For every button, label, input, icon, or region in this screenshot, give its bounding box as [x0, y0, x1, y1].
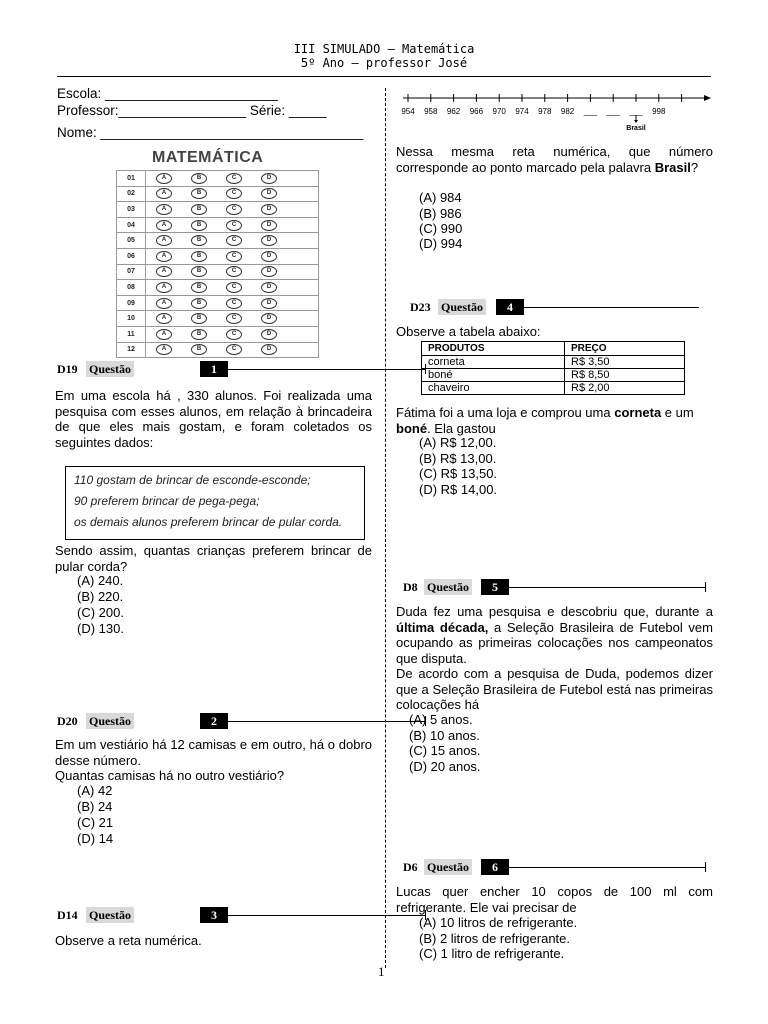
- question-4-number: 4: [496, 299, 524, 315]
- question-1-header: [57, 361, 371, 377]
- answer-row: [117, 202, 319, 218]
- question-5-option-b: (B) 10 anos.: [409, 728, 480, 743]
- data-box-line-1: 110 gostam de brincar de esconde-esconde;: [74, 473, 311, 487]
- question-5-number: 5: [481, 579, 509, 595]
- answer-row-number: 01: [117, 171, 146, 187]
- table-header-products: PRODUTOS: [422, 342, 565, 356]
- answer-bubble[interactable]: D: [261, 204, 277, 215]
- answer-options: [146, 217, 319, 233]
- question-1-data-box: [65, 466, 365, 540]
- question-1-text: Em uma escola há , 330 alunos. Foi realizada uma pesquisa com esses alunos, em relação à brincadeira de que eles mais gostam, e foram coletados os seguintes dados:: [55, 388, 372, 450]
- answer-bubble[interactable]: D: [261, 188, 277, 199]
- answer-bubble[interactable]: A: [156, 282, 172, 293]
- question-1-option-c: (C) 200.: [77, 605, 124, 620]
- table-cell: R$ 2,00: [565, 382, 685, 395]
- answer-bubble[interactable]: B: [191, 188, 207, 199]
- question-1-number: 1: [200, 361, 228, 377]
- answer-bubble[interactable]: A: [156, 188, 172, 199]
- question-3-question: [396, 144, 713, 175]
- answer-row: [117, 171, 319, 187]
- answer-bubble[interactable]: D: [261, 298, 277, 309]
- table-cell: R$ 8,50: [565, 369, 685, 382]
- answer-options: [146, 280, 319, 296]
- number-line-label: 978: [538, 107, 552, 116]
- answer-bubble[interactable]: D: [261, 266, 277, 277]
- question-4-question-c: e um: [661, 405, 694, 420]
- answer-bubble[interactable]: C: [226, 220, 242, 231]
- answer-bubble[interactable]: C: [226, 298, 242, 309]
- answer-row: [117, 326, 319, 342]
- answer-bubble[interactable]: C: [226, 251, 242, 262]
- answer-row-number: 08: [117, 280, 146, 296]
- answer-bubble[interactable]: B: [191, 251, 207, 262]
- number-line-label: 966: [469, 107, 484, 116]
- brasil-marker-label: Brasil: [626, 125, 646, 132]
- number-line-label: 958: [424, 107, 438, 116]
- answer-bubble[interactable]: C: [226, 266, 242, 277]
- question-5-label: Questão: [424, 579, 472, 595]
- answer-row-number: 09: [117, 295, 146, 311]
- answer-row-number: 11: [117, 326, 146, 342]
- question-1-descriptor: D19: [57, 362, 78, 376]
- answer-bubble[interactable]: D: [261, 220, 277, 231]
- question-4-label: Questão: [438, 299, 486, 315]
- answer-bubble[interactable]: A: [156, 266, 172, 277]
- answer-row: [117, 311, 319, 327]
- question-4-question-d: boné: [396, 420, 428, 436]
- answer-bubble[interactable]: A: [156, 313, 172, 324]
- answer-options: [146, 264, 319, 280]
- column-divider: [385, 88, 386, 968]
- question-2-header: [57, 713, 371, 729]
- number-line-label: 962: [446, 107, 461, 116]
- answer-bubble[interactable]: D: [261, 313, 277, 324]
- answer-options: [146, 186, 319, 202]
- question-3-question-post: ?: [690, 159, 699, 175]
- question-3-question-bold: Brasil: [654, 159, 691, 175]
- answer-row-number: 10: [117, 311, 146, 327]
- answer-bubble[interactable]: A: [156, 298, 172, 309]
- answer-row-number: 05: [117, 233, 146, 249]
- question-6-descriptor: D6: [403, 860, 418, 874]
- header-line: [228, 369, 425, 370]
- question-4-descriptor: D23: [410, 300, 431, 314]
- answer-bubble[interactable]: B: [191, 220, 207, 231]
- number-line: [395, 86, 715, 132]
- answer-bubble[interactable]: D: [261, 344, 277, 355]
- question-2-option-a: (A) 42: [77, 783, 113, 798]
- question-3-option-a: (A) 984: [419, 190, 462, 205]
- answer-row: [117, 186, 319, 202]
- answer-bubble[interactable]: D: [261, 282, 277, 293]
- answer-bubble[interactable]: D: [261, 251, 277, 262]
- question-4-option-c: (C) R$ 13,50.: [419, 466, 498, 481]
- question-4-option-a: (A) R$ 12,00.: [419, 435, 497, 450]
- answer-bubble[interactable]: B: [191, 329, 207, 340]
- number-line-label: 998: [652, 107, 666, 116]
- header-line: [509, 867, 705, 868]
- answer-options: [146, 311, 319, 327]
- question-6-option-c: (C) 1 litro de refrigerante.: [419, 946, 565, 961]
- question-3-option-c: (C) 990: [419, 221, 463, 236]
- question-5-text-post: a Seleção Brasileira de Futebol vem ocupando as primeiras colocações nos campeonatos que disputa.: [396, 619, 713, 666]
- answer-options: [146, 342, 319, 358]
- answer-bubble[interactable]: C: [226, 235, 242, 246]
- number-line-label: ___: [629, 107, 643, 116]
- answer-options: [146, 295, 319, 311]
- question-5-text-bold: última década,: [396, 619, 489, 635]
- answer-bubble[interactable]: C: [226, 329, 242, 340]
- answer-bubble[interactable]: C: [226, 204, 242, 215]
- answer-sheet-title: MATEMÁTICA: [152, 149, 264, 166]
- answer-row: [117, 264, 319, 280]
- answer-bubble[interactable]: B: [191, 173, 207, 184]
- number-line-label: 982: [560, 107, 575, 116]
- question-1-label: Questão: [86, 361, 134, 377]
- page-header: [0, 42, 768, 70]
- answer-bubble[interactable]: C: [226, 173, 242, 184]
- answer-bubble[interactable]: D: [261, 329, 277, 340]
- table-cell: corneta: [422, 356, 565, 369]
- answer-row: [117, 217, 319, 233]
- question-3-option-d: (D) 994: [419, 236, 463, 251]
- question-4-question-b: corneta: [614, 405, 662, 420]
- question-5-header: [403, 579, 709, 595]
- products-table: [421, 341, 685, 395]
- question-4-header: [410, 299, 700, 315]
- answer-bubble[interactable]: C: [226, 282, 242, 293]
- answer-options: [146, 233, 319, 249]
- question-4-question-e: . Ela gastou: [427, 420, 496, 436]
- question-5-text: [396, 604, 713, 666]
- question-1-option-d: (D) 130.: [77, 621, 124, 636]
- number-line-label: ___: [583, 107, 598, 116]
- table-cell: chaveiro: [422, 382, 565, 395]
- answer-row: [117, 233, 319, 249]
- number-line-label: 954: [401, 107, 415, 116]
- answer-row-number: 03: [117, 202, 146, 218]
- answer-options: [146, 248, 319, 264]
- answer-row-number: 07: [117, 264, 146, 280]
- answer-bubble[interactable]: A: [156, 329, 172, 340]
- question-4-text: Observe a tabela abaixo:: [396, 324, 541, 339]
- answer-bubble[interactable]: B: [191, 282, 207, 293]
- answer-bubble[interactable]: B: [191, 204, 207, 215]
- question-2-option-d: (D) 14: [77, 831, 114, 846]
- answer-options: [146, 171, 319, 187]
- header-rule: [57, 76, 711, 77]
- question-3-text: Observe a reta numérica.: [55, 933, 202, 948]
- answer-bubble[interactable]: D: [261, 173, 277, 184]
- header-tick: [705, 582, 706, 592]
- answer-bubble[interactable]: B: [191, 313, 207, 324]
- question-3-number: 3: [200, 907, 228, 923]
- question-6-number: 6: [481, 859, 509, 875]
- question-2-label: Questão: [86, 713, 134, 729]
- question-6-label: Questão: [424, 859, 472, 875]
- field-escola: Escola: _______________________: [57, 86, 278, 101]
- table-header-price: PREÇO: [565, 342, 685, 356]
- question-5-descriptor: D8: [403, 580, 418, 594]
- data-box-line-3: os demais alunos preferem brincar de pular corda.: [74, 515, 343, 529]
- answer-row: [117, 248, 319, 264]
- question-6-header: [403, 859, 709, 875]
- question-2-descriptor: D20: [57, 714, 78, 728]
- number-line-label: 970: [492, 107, 506, 116]
- field-professor-serie: Professor:_________________ Série: _____: [57, 103, 327, 118]
- answer-row-number: 12: [117, 342, 146, 358]
- question-5-option-d: (D) 20 anos.: [409, 759, 481, 774]
- table-cell: R$ 3,50: [565, 356, 685, 369]
- question-6-option-b: (B) 2 litros de refrigerante.: [419, 931, 571, 946]
- answer-options: [146, 202, 319, 218]
- question-3-header: [57, 907, 371, 923]
- answer-bubble[interactable]: C: [226, 313, 242, 324]
- question-2-option-c: (C) 21: [77, 815, 114, 830]
- answer-bubble[interactable]: A: [156, 235, 172, 246]
- number-line-label: ___: [606, 107, 620, 116]
- answer-row-number: 06: [117, 248, 146, 264]
- answer-row-number: 04: [117, 217, 146, 233]
- answer-options: [146, 326, 319, 342]
- answer-bubble[interactable]: C: [226, 188, 242, 199]
- answer-row: [117, 295, 319, 311]
- header-tick: [705, 862, 706, 872]
- question-4-option-d: (D) R$ 14,00.: [419, 482, 498, 497]
- question-5-option-a: (A) 5 anos.: [409, 712, 473, 727]
- answer-row: [117, 280, 319, 296]
- question-2-prompt: Quantas camisas há no outro vestiário?: [55, 768, 285, 783]
- answer-bubble[interactable]: A: [156, 204, 172, 215]
- question-4-question-a: Fátima foi a uma loja e comprou uma: [396, 405, 615, 420]
- field-nome: Nome: ___________________________________: [57, 125, 364, 140]
- brasil-marker-head: [634, 120, 638, 123]
- header-line: [228, 721, 425, 722]
- question-2-text: Em um vestiário há 12 camisas e em outro, há o dobro desse número.: [55, 737, 372, 768]
- question-4-question: [396, 405, 716, 436]
- answer-bubble[interactable]: A: [156, 344, 172, 355]
- question-3-label: Questão: [86, 907, 134, 923]
- answer-bubble[interactable]: B: [191, 235, 207, 246]
- data-box-line-2: 90 preferem brincar de pega-pega;: [74, 494, 260, 508]
- answer-sheet-grid: [116, 170, 319, 358]
- number-line-arrow: [704, 95, 711, 101]
- answer-bubble[interactable]: B: [191, 298, 207, 309]
- question-1-option-b: (B) 220.: [77, 589, 124, 604]
- answer-row-number: 02: [117, 186, 146, 202]
- answer-bubble[interactable]: A: [156, 251, 172, 262]
- question-1-option-a: (A) 240.: [77, 573, 124, 588]
- question-2-option-b: (B) 24: [77, 799, 113, 814]
- question-6-text: Lucas quer encher 10 copos de 100 ml com refrigerante. Ele vai precisar de: [396, 884, 713, 915]
- question-5-text-pre: Duda fez uma pesquisa e descobriu que, durante a: [396, 604, 713, 619]
- answer-row: [117, 342, 319, 358]
- table-cell: boné: [422, 369, 565, 382]
- question-1-prompt: Sendo assim, quantas crianças preferem brincar de pular corda?: [55, 543, 372, 574]
- answer-bubble[interactable]: B: [191, 344, 207, 355]
- question-3-descriptor: D14: [57, 908, 78, 922]
- header-subtitle: 5º Ano – professor José: [300, 56, 468, 70]
- header-line: [524, 307, 699, 308]
- question-3-question-pre: Nessa mesma reta numérica, que número corresponde ao ponto marcado pela palavra: [396, 144, 713, 175]
- header-title: III SIMULADO – Matemática: [293, 42, 475, 56]
- question-5-option-c: (C) 15 anos.: [409, 743, 481, 758]
- answer-bubble[interactable]: A: [156, 220, 172, 231]
- question-3-option-b: (B) 986: [419, 206, 462, 221]
- number-line-label: 974: [515, 107, 529, 116]
- answer-bubble[interactable]: B: [191, 266, 207, 277]
- answer-bubble[interactable]: A: [156, 173, 172, 184]
- answer-bubble[interactable]: C: [226, 344, 242, 355]
- page-number: 1: [378, 964, 385, 979]
- answer-bubble[interactable]: D: [261, 235, 277, 246]
- header-line: [228, 915, 425, 916]
- header-line: [509, 587, 705, 588]
- question-5-prompt: De acordo com a pesquisa de Duda, podemos dizer que a Seleção Brasileira de Futebol está nas primeiras colocações há: [396, 666, 713, 712]
- question-6-option-a: (A) 10 litros de refrigerante.: [419, 915, 578, 930]
- question-4-option-b: (B) R$ 13,00.: [419, 451, 497, 466]
- question-2-number: 2: [200, 713, 228, 729]
